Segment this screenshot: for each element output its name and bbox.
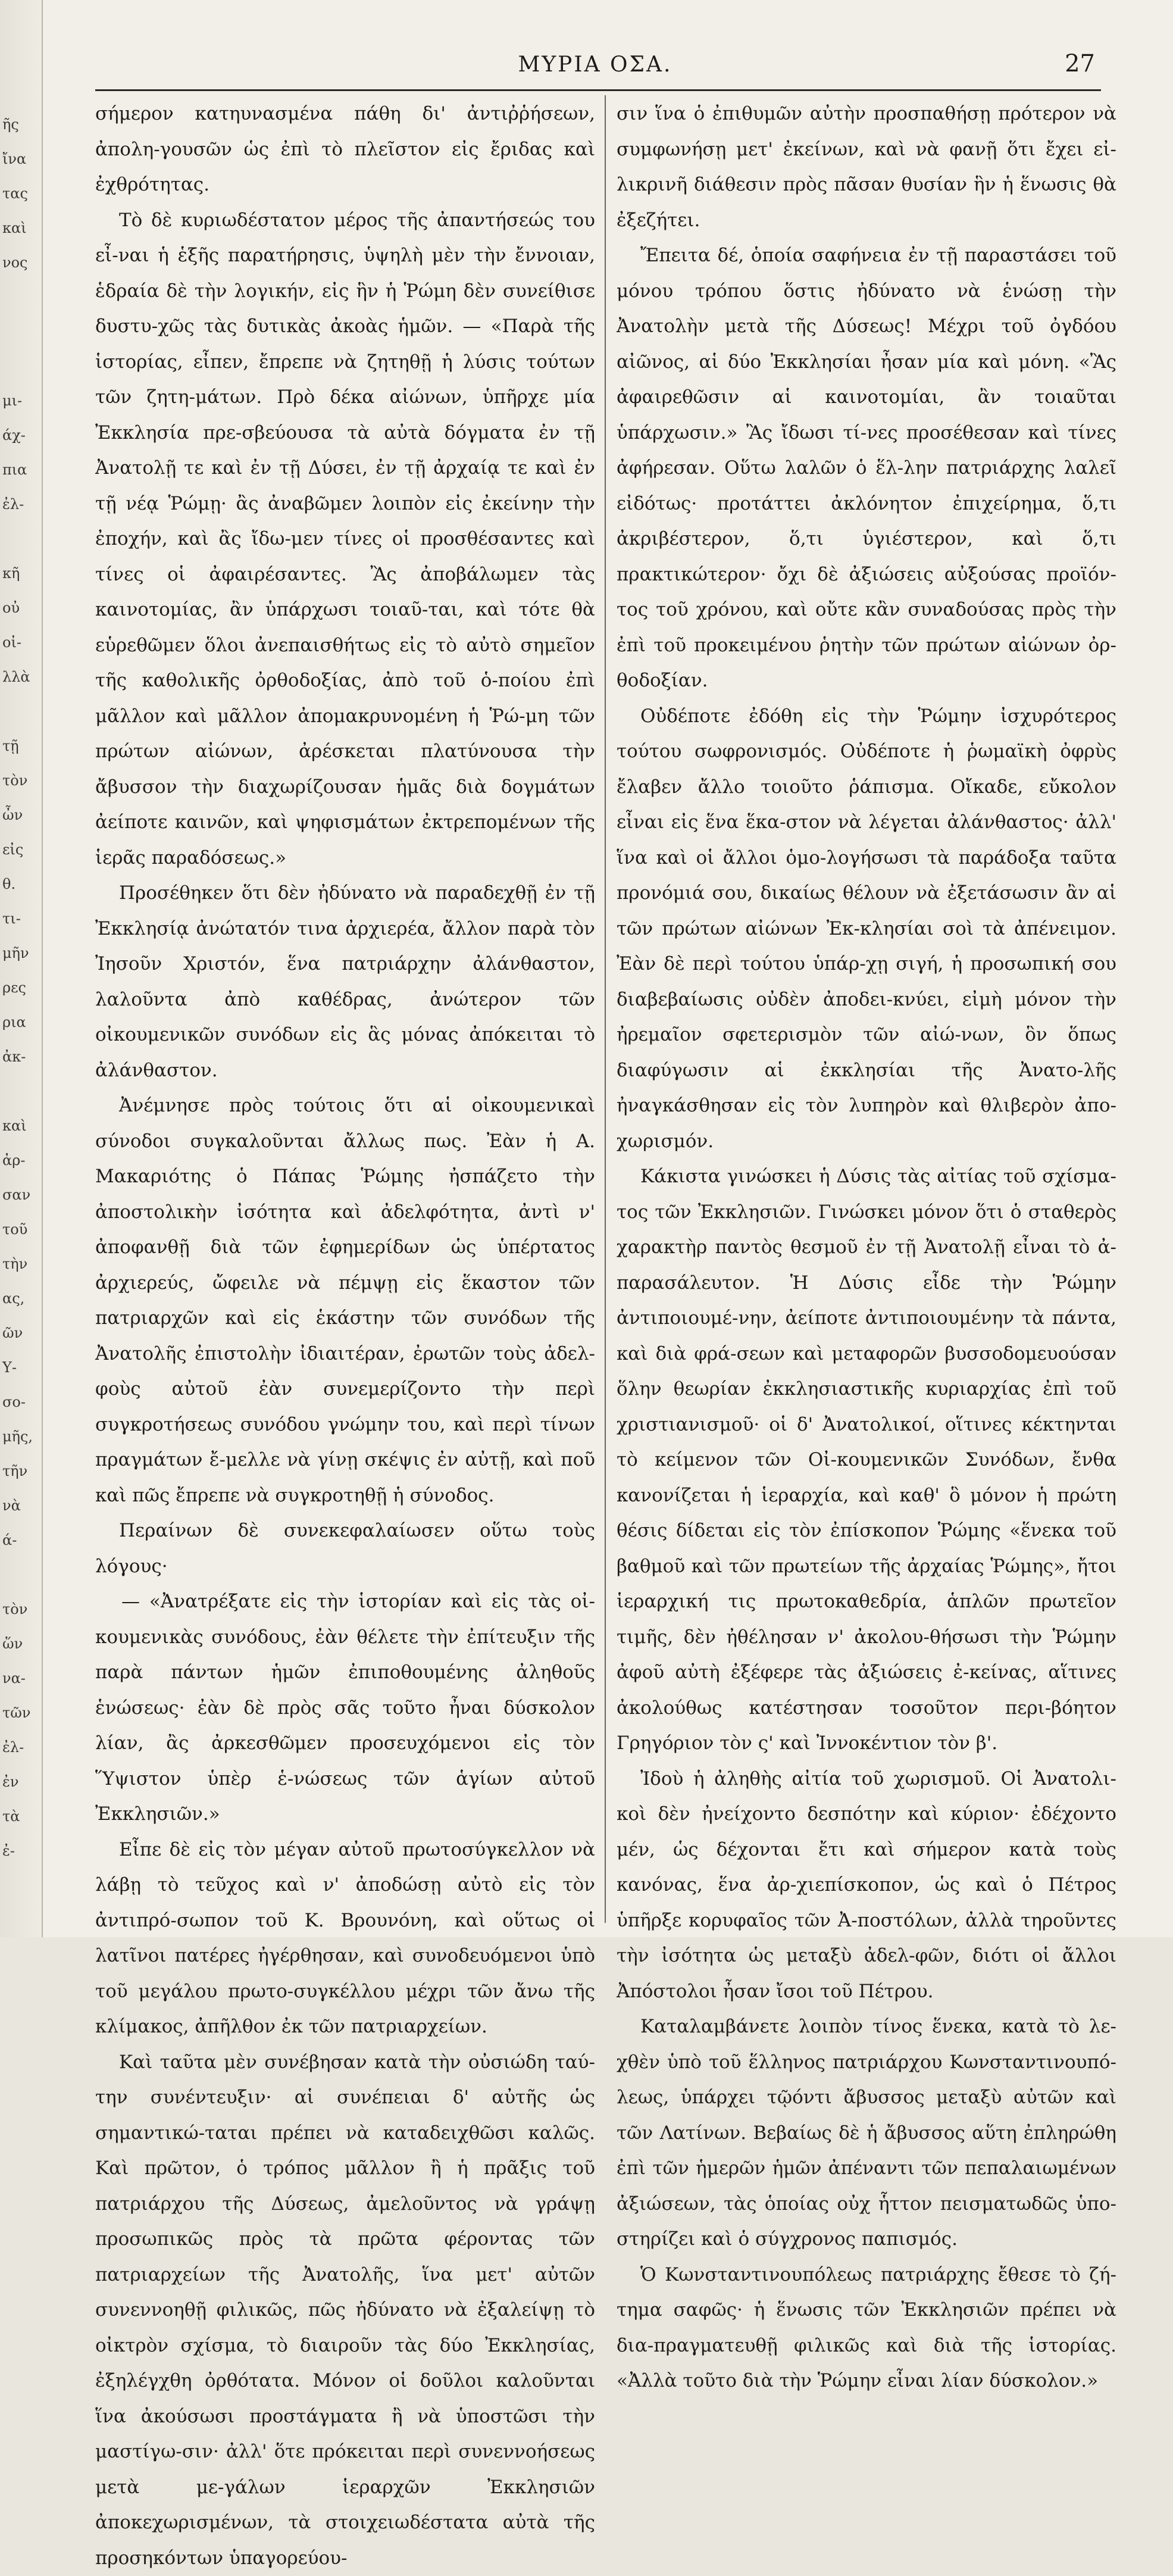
paragraph: σιν ἵνα ὁ ἐπιθυμῶν αὐτὴν προσπαθήσῃ πρότερον νὰ συμφωνήσῃ μετ' ἐκείνων, καὶ νὰ φανῇ ὅτι ἔχει εἰ-λικρινῆ διάθεσιν πρὸς πᾶσαν θυσίαν ἣν ἡ ἕνωσις θὰ ἐξεζήτει. <box>617 96 1116 238</box>
paragraph: Προσέθηκεν ὅτι δὲν ἠδύνατο νὰ παραδεχθῇ ἐν τῇ Ἐκκλησίᾳ ἀνώτατόν τινα ἀρχιερέα, ἄλλον παρὰ τὸν Ἰησοῦν Χριστόν, ἕνα πατριάρχην ἀλάνθαστον, λαλοῦντα ἀπὸ καθέδρας, ἀνώτερον τῶν οἰκουμενικῶν συνόδων εἰς ἃς μόνας ἀπόκειται τὸ ἀλάνθαστον. <box>95 876 595 1088</box>
paragraph: Ὁ Κωνσταντινουπόλεως πατριάρχης ἔθεσε τὸ ζή-τημα σαφῶς· ἡ ἕνωσις τῶν Ἐκκλησιῶν πρέπει νὰ δια-πραγματευθῇ φιλικῶς καὶ διὰ τῆς ἱστορίας. «Ἀλλὰ τοῦτο διὰ τὴν Ῥώμην εἶναι λίαν δύσκολον.» <box>617 2257 1116 2399</box>
paragraph: Ἰδοὺ ἡ ἀληθὴς αἰτία τοῦ χωρισμοῦ. Οἱ Ἀνατολι-κοὶ δὲν ἠνείχοντο δεσπότην καὶ κύριον· ἐδέχοντο μέν, ὡς δέχονται ἔτι καὶ σήμερον κατὰ τοὺς κανόνας, ἕνα ἀρ-χιεπίσκοπον, ὡς καὶ ὁ Πέτρος ὑπῆρξε κορυφαῖος τῶν Ἀ-ποστόλων, ἀλλὰ τηροῦντες τὴν ἰσότητα ὡς μεταξὺ ἀδελ-φῶν, διότι οἱ ἄλλοι Ἀπόστολοι ἦσαν ἴσοι τοῦ Πέτρου. <box>617 1762 1116 2010</box>
paragraph: σήμερον κατηυνασμένα πάθη δι' ἀντιῤῥήσεων, ἀπολη-γουσῶν ὡς ἐπὶ τὸ πλεῖστον εἰς ἔριδας καὶ ἐχθρότητας. <box>95 96 595 203</box>
page-number: 27 <box>1065 50 1095 77</box>
running-head: ΜΥΡΙΑ ΟΣΑ. <box>95 52 1095 77</box>
facing-page-fragments: ῆς ἴνα τας καὶ νος μι- άχ- πια ἐλ- κῆ οὐ οἱ- λλὰ τῇ τὸν ὦν εἰς θ. τι- μῆν ρες ρια ἀκ- καὶ ἀρ- σαν τοῦ τὴν ας, ῶν Υ- σο- μῆς, τῆν νὰ ά- τὸν ὥν να- τῶν ἐλ- ἐν τὰ ἐ- <box>0 107 38 1868</box>
paragraph: Ἀνέμνησε πρὸς τούτοις ὅτι αἱ οἰκουμενικαὶ σύνοδοι συγκαλοῦνται ἄλλως πως. Ἐὰν ἡ Α. Μακαριότης ὁ Πάπας Ῥώμης ἠσπάζετο τὴν ἀποστολικὴν ἰσότητα καὶ ἀδελφότητα, ἀντὶ ν' ἀποφανθῇ διὰ τῶν ἐφημερίδων ὡς ὑπέρτατος ἀρχιερεύς, ὤφειλε νὰ πέμψῃ εἰς ἕκαστον τῶν πατριαρχῶν καὶ εἰς ἑκάστην τῶν συνόδων τῆς Ἀνατολῆς ἐπιστολὴν ἰδιαιτέραν, ἐρωτῶν τοὺς ἀδελ-φοὺς αὐτοῦ ἐὰν συνεμερίζοντο τὴν περὶ συγκροτήσεως συνόδου γνώμην του, καὶ περὶ τίνων πραγμάτων ἔ-μελλε νὰ γίνῃ σκέψις ἐν αὐτῇ, καὶ ποῦ καὶ πῶς ἔπρεπε νὰ συγκροτηθῇ ἡ σύνοδος. <box>95 1088 595 1513</box>
left-column <box>95 96 595 1924</box>
page-header <box>95 50 1095 86</box>
paragraph: Περαίνων δὲ συνεκεφαλαίωσεν οὕτω τοὺς λόγους· <box>95 1513 595 1584</box>
paragraph: Εἶπε δὲ εἰς τὸν μέγαν αὐτοῦ πρωτοσύγκελλον νὰ λάβῃ τὸ τεῦχος καὶ ν' ἀποδώσῃ αὐτὸ εἰς τὸν ἀντιπρό-σωπον τοῦ Κ. Βρουνόνη, καὶ οὕτως οἱ λατῖνοι πατέρες ἠγέρθησαν, καὶ συνοδευόμενοι ὑπὸ τοῦ μεγάλου πρωτο-συγκέλλου μέχρι τῶν ἄνω τῆς κλίμακος, ἀπῆλθον ἐκ τῶν πατριαρχείων. <box>95 1832 595 2045</box>
header-rule <box>95 89 1101 91</box>
paragraph: Οὐδέποτε ἐδόθη εἰς τὴν Ῥώμην ἰσχυρότερος τούτου σωφρονισμός. Οὐδέποτε ἡ ῥωμαϊκὴ ὀφρὺς ἔλαβεν ἄλλο τοιοῦτο ῥάπισμα. Οἴκαδε, εὔκολον εἶναι εἰς ἕνα ἕκα-στον νὰ λέγεται ἀλάνθαστος· ἀλλ' ἵνα καὶ οἱ ἄλλοι ὁμο-λογήσωσι τὰ παράδοξα ταῦτα προνόμιά σου, δικαίως θέλουν νὰ ἐξετάσωσιν ἂν αἱ τῶν πρώτων αἰώνων Ἐκ-κλησίαι σοὶ τὰ ἀπένειμον. Ἐὰν δὲ περὶ τούτου ὑπάρ-χῃ σιγή, ἡ προσωπική σου διαβεβαίωσις οὐδὲν ἀποδει-κνύει, εἰμὴ μόνον τὴν ἠρεμαῖον σφετερισμὸν τῶν αἰώ-νων, ὃν ὅπως διαφύγωσιν αἱ ἐκκλησίαι τῆς Ἀνατο-λῆς ἠναγκάσθησαν εἰς τὸν λυπηρὸν καὶ θλιβερὸν ἀπο-χωρισμόν. <box>617 699 1116 1160</box>
paragraph: Τὸ δὲ κυριωδέστατον μέρος τῆς ἀπαντήσεώς του εἶ-ναι ἡ ἑξῆς παρατήρησις, ὑψηλὴ μὲν τὴν ἔννοιαν, ἑδραία δὲ τὴν λογικήν, εἰς ἣν ἡ Ῥώμη δὲν συνείθισε δυστυ-χῶς τὰς δυτικὰς ἀκοὰς ἡμῶν. — «Παρὰ τῆς ἱστορίας, εἶπεν, ἔπρεπε νὰ ζητηθῇ ἡ λύσις τούτων τῶν ζητη-μάτων. Πρὸ δέκα αἰώνων, ὑπῆρχε μία Ἐκκλησία πρε-σβεύουσα τὰ αὐτὰ δόγματα ἐν τῇ Ἀνατολῇ τε καὶ ἐν τῇ Δύσει, ἐν τῇ ἀρχαίᾳ τε καὶ ἐν τῇ νέᾳ Ῥώμῃ· ἂς ἀναβῶμεν λοιπὸν εἰς ἐκείνην τὴν ἐποχήν, καὶ ἂς ἴδω-μεν τίνες οἱ προσθέσαντες καὶ τίνες οἱ ἀφαιρέσαντες. Ἂς ἀποβάλωμεν τὰς καινοτομίας, ἂν ὑπάρχωσι τοιαῦ-ται, καὶ τότε θὰ εὑρεθῶμεν ὅλοι ἀνεπαισθήτως εἰς τὸ αὐτὸ σημεῖον τῆς καθολικῆς ὀρθοδοξίας, ἀπὸ τοῦ ὁ-ποίου ἐπὶ μᾶλλον καὶ μᾶλλον ἀπομακρυνομένη ἡ Ῥώ-μη τῶν πρώτων αἰώνων, ἀρέσκεται πλατύνουσα τὴν ἄβυσσον τὴν διαχωρίζουσαν ἡμᾶς διὰ δογμάτων ἀείποτε καινῶν, καὶ ψηφισμάτων ἐκτρεπομένων τῆς ἱερᾶς παραδόσεως.» <box>95 203 595 876</box>
paragraph: Καταλαμβάνετε λοιπὸν τίνος ἕνεκα, κατὰ τὸ λε-χθὲν ὑπὸ τοῦ ἕλληνος πατριάρχου Κωνσταντινουπό-λεως, ὑπάρχει τῷόντι ἄβυσσος μεταξὺ αὐτῶν καὶ τῶν Λατίνων. Βεβαίως δὲ ἡ ἄβυσσος αὕτη ἐπληρώθη ἐπὶ τῶν ἡμερῶν ἡμῶν ἀπέναντι τῶν πεπαλαιωμένων ἀξιώσεων, τὰς ὁποίας οὐχ ἧττον πεισματωδῶς ὑπο-στηρίζει καὶ ὁ σύγχρονος παπισμός. <box>617 2009 1116 2257</box>
column-divider <box>605 95 606 1923</box>
paragraph: Κάκιστα γινώσκει ἡ Δύσις τὰς αἰτίας τοῦ σχίσμα-τος τῶν Ἐκκλησιῶν. Γινώσκει μόνον ὅτι ὁ σταθερὸς χαρακτὴρ παντὸς θεσμοῦ ἐν τῇ Ἀνατολῇ εἶναι τὸ ἀ-παρασάλευτον. Ἡ Δύσις εἶδε τὴν Ῥώμην ἀντιποιουμέ-νην, ἀείποτε ἀντιποιουμένην τὰ πάντα, καὶ διὰ φρά-σεων καὶ μεταφορῶν βυσσοδομευούσαν ὅλην θεωρίαν ἐκκλησιαστικῆς κυριαρχίας ἐπὶ τοῦ χριστιανισμοῦ· οἱ δ' Ἀνατολικοί, οἵτινες κέκτηνται τὸ κείμενον τῶν Οἰ-κουμενικῶν Συνόδων, ἔνθα κανονίζεται ἡ ἱεραρχία, καὶ καθ' ὃ μόνον ἡ πρώτη θέσις δίδεται εἰς τὸν ἐπίσκοπον Ῥώμης «ἕνεκα τοῦ βαθμοῦ καὶ τῶν πρωτείων τῆς ἀρχαίας Ῥώμης», ἤτοι ἱεραρχική τις πρωτοκαθεδρία, ἁπλῶν πρωτεῖον τιμῆς, δὲν ἠθέλησαν ν' ἀκολου-θήσωσι τὴν Ῥώμην ἀφοῦ αὐτὴ ἐξέφερε τὰς ἀξιώσεις ἐ-κείνας, αἵτινες ἀκολούθως κατέστησαν τοσοῦτον περι-βόητον Γρηγόριον τὸν ς' καὶ Ἰννοκέντιον τὸν β'. <box>617 1159 1116 1762</box>
paragraph: — «Ἀνατρέξατε εἰς τὴν ἱστορίαν καὶ εἰς τὰς οἰ-κουμενικὰς συνόδους, ἐὰν θέλετε τὴν ἐπίτευξιν τῆς παρὰ πάντων ἡμῶν ἐπιποθουμένης ἀληθοῦς ἑνώσεως· ἐὰν δὲ πρὸς σᾶς τοῦτο ἦναι δύσκολον λίαν, ἂς ἀρκεσθῶμεν προσευχόμενοι εἰς τὸν Ὕψιστον ὑπὲρ ἑ-νώσεως τῶν ἁγίων αὐτοῦ Ἐκκλησιῶν.» <box>95 1584 595 1832</box>
right-column <box>617 96 1116 1924</box>
paragraph: Ἔπειτα δέ, ὁποία σαφήνεια ἐν τῇ παραστάσει τοῦ μόνου τρόπου ὅστις ἠδύνατο νὰ ἑνώσῃ τὴν Ἀνατολὴν μετὰ τῆς Δύσεως! Μέχρι τοῦ ὀγδόου αἰῶνος, αἱ δύο Ἐκκλησίαι ἦσαν μία καὶ μόνη. «Ἂς ἀφαιρεθῶσιν αἱ καινοτομίαι, ἂν τοιαῦται ὑπάρχωσιν.» Ἂς ἴδωσι τί-νες προσέθεσαν καὶ τίνες ἀφήρεσαν. Οὕτω λαλῶν ὁ ἕλ-λην πατριάρχης λαλεῖ εἰδότως· προτάττει ἀκλόνητον ἐπιχείρημα, ὅ,τι ἀκριβέστερον, ὅ,τι ὑγιέστερον, καὶ ὅ,τι πρακτικώτερον· ὄχι δὲ ἀξιώσεις αὐξούσας προϊόν-τος τοῦ χρόνου, καὶ οὔτε κἂν συναδούσας πρὸς τὴν ἐπὶ τοῦ προκειμένου ῥητὴν τῶν πρώτων αἰώνων ὀρ-θοδοξίαν. <box>617 238 1116 699</box>
facing-page-edge <box>0 0 43 1937</box>
paragraph: Καὶ ταῦτα μὲν συνέβησαν κατὰ τὴν οὐσιώδη ταύ-την συνέντευξιν· αἱ συνέπειαι δ' αὐτῆς ὡς σημαντικώ-ταται πρέπει νὰ καταδειχθῶσι καλῶς. Καὶ πρῶτον, ὁ τρόπος μᾶλλον ἢ ἡ πρᾶξις τοῦ πατριάρχου τῆς Δύσεως, ἀμελοῦντος νὰ γράψῃ προσωπικῶς πρὸς τὰ πρῶτα φέροντας τῶν πατριαρχείων τῆς Ἀνατολῆς, ἵνα μετ' αὐτῶν συνεννοηθῇ φιλικῶς, πῶς ἠδύνατο νὰ ἐξαλείψῃ τὸ οἰκτρὸν σχίσμα, τὸ διαιροῦν τὰς δύο Ἐκκλησίας, ἐξηλέγχθη ὀρθότατα. Μόνον οἱ δοῦλοι καλοῦνται ἵνα ἀκούσωσι προστάγματα ἢ νὰ ὑποστῶσι τὴν μαστίγω-σιν· ἀλλ' ὅτε πρόκειται περὶ συνεννοήσεως μετὰ με-γάλων ἱεραρχῶν Ἐκκλησιῶν ἀποκεχωρισμένων, τὰ στοιχειωδέστατα αὐτὰ τῆς προσηκόντων ὑπαγορεύου- <box>95 2045 595 2576</box>
